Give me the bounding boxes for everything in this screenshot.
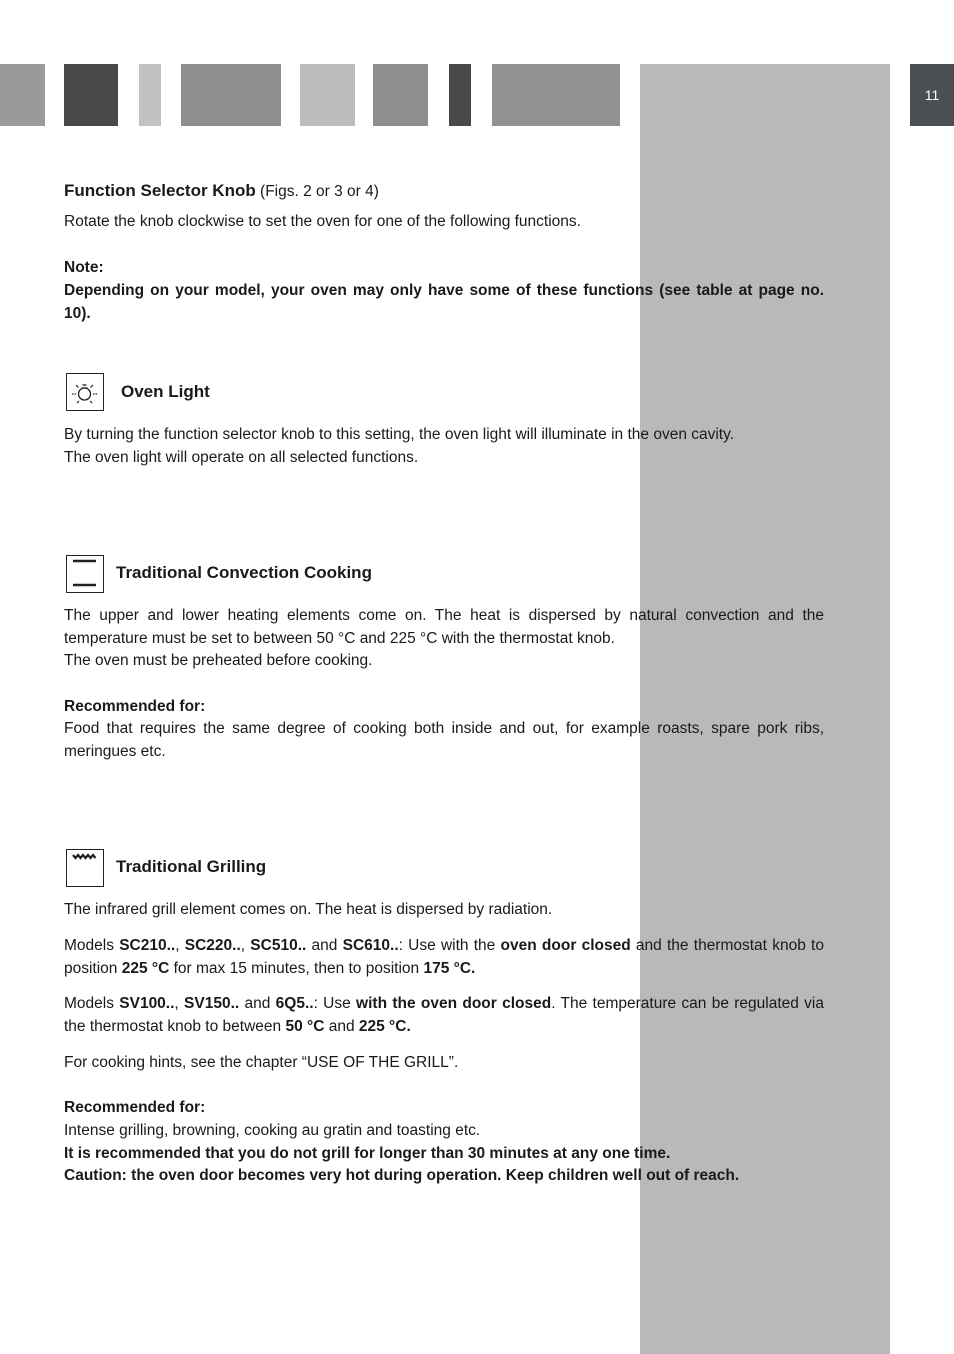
text: for max 15 minutes, then to position xyxy=(169,960,424,977)
emphasis: oven door closed xyxy=(500,937,631,954)
emphasis: with the oven door closed xyxy=(356,995,552,1012)
grilling-recommended-label: Recommended for: xyxy=(64,1099,206,1116)
figure-reference: (Figs. 2 or 3 or 4) xyxy=(255,183,379,200)
convection-recommended-label: Recommended for: xyxy=(64,698,206,715)
text: : Use with the xyxy=(398,937,501,954)
model-code: SV100.. xyxy=(119,995,175,1012)
convection-text-1: The upper and lower heating elements come on. The heat is dispersed by natural convection and the temperature must be set to between 50 °C and 225 °C with the thermostat knob. xyxy=(64,607,824,647)
oven-light-text-2: The oven light will operate on all selected functions. xyxy=(64,449,419,466)
header-bar-2 xyxy=(64,64,118,126)
text: and xyxy=(324,1018,359,1035)
text: Models xyxy=(64,937,120,954)
page-number: 11 xyxy=(910,64,954,126)
intro-text: Rotate the knob clockwise to set the oven for one of the following functions. xyxy=(64,213,581,230)
text: Models xyxy=(64,995,120,1012)
header-bar-6 xyxy=(373,64,428,126)
grill-icon xyxy=(66,849,104,887)
note-text: Depending on your model, your oven may only have some of these functions (see table at page no. 10). xyxy=(64,282,824,322)
model-code: SC610.. xyxy=(342,937,399,954)
grilling-models-sv xyxy=(64,992,824,1038)
convection-title: Traditional Convection Cooking xyxy=(116,563,372,582)
grilling-warning-caution: Caution: the oven door becomes very hot during operation. Keep children well out of reach. xyxy=(64,1167,740,1184)
temperature: 175 °C. xyxy=(423,960,476,977)
temperature: 50 °C xyxy=(285,1018,325,1035)
model-code: SV150.. xyxy=(184,995,240,1012)
note-label: Note: xyxy=(64,259,104,276)
intro-heading xyxy=(64,179,824,203)
text: : Use xyxy=(313,995,357,1012)
text: , xyxy=(174,995,185,1012)
oven-light-text-1: By turning the function selector knob to this setting, the oven light will illuminate in the oven cavity. xyxy=(64,426,735,443)
model-code: 6Q5.. xyxy=(275,995,314,1012)
header-bar-1 xyxy=(0,64,45,126)
grilling-warning-time: It is recommended that you do not grill for longer than 30 minutes at any one time. xyxy=(64,1145,671,1162)
grilling-hint: For cooking hints, see the chapter “USE OF THE GRILL”. xyxy=(64,1054,459,1071)
text: , xyxy=(175,937,185,954)
text: and xyxy=(306,937,343,954)
header-bar-7 xyxy=(449,64,471,126)
temperature: 225 °C xyxy=(121,960,170,977)
model-code: SC210.. xyxy=(119,937,176,954)
header-bar-8 xyxy=(492,64,620,126)
convection-text-2: The oven must be preheated before cooking. xyxy=(64,652,373,669)
text: and the thermostat knob to position xyxy=(64,937,824,977)
text: and xyxy=(239,995,276,1012)
grilling-models-sc xyxy=(64,934,824,980)
header-bar-5 xyxy=(300,64,355,126)
convection-recommended-text: Food that requires the same degree of cooking both inside and out, for example roasts, spare pork ribs, meringues etc. xyxy=(64,720,824,760)
grilling-recommended-text: Intense grilling, browning, cooking au gratin and toasting etc. xyxy=(64,1122,481,1139)
top-bottom-heat-icon xyxy=(66,555,104,593)
text: , xyxy=(240,937,251,954)
section-title: Function Selector Knob xyxy=(64,181,256,200)
model-code: SC220.. xyxy=(184,937,241,954)
temperature: 225 °C. xyxy=(358,1018,411,1035)
model-code: SC510.. xyxy=(250,937,307,954)
grilling-text-1: The infrared grill element comes on. The heat is dispersed by radiation. xyxy=(64,901,553,918)
oven-light-icon xyxy=(66,373,104,411)
header-bar-3 xyxy=(139,64,161,126)
oven-light-title: Oven Light xyxy=(121,382,210,401)
text: . The temperature can be regulated via the thermostat knob to between xyxy=(64,995,824,1035)
header-bar-4 xyxy=(181,64,281,126)
grilling-title: Traditional Grilling xyxy=(116,857,267,876)
